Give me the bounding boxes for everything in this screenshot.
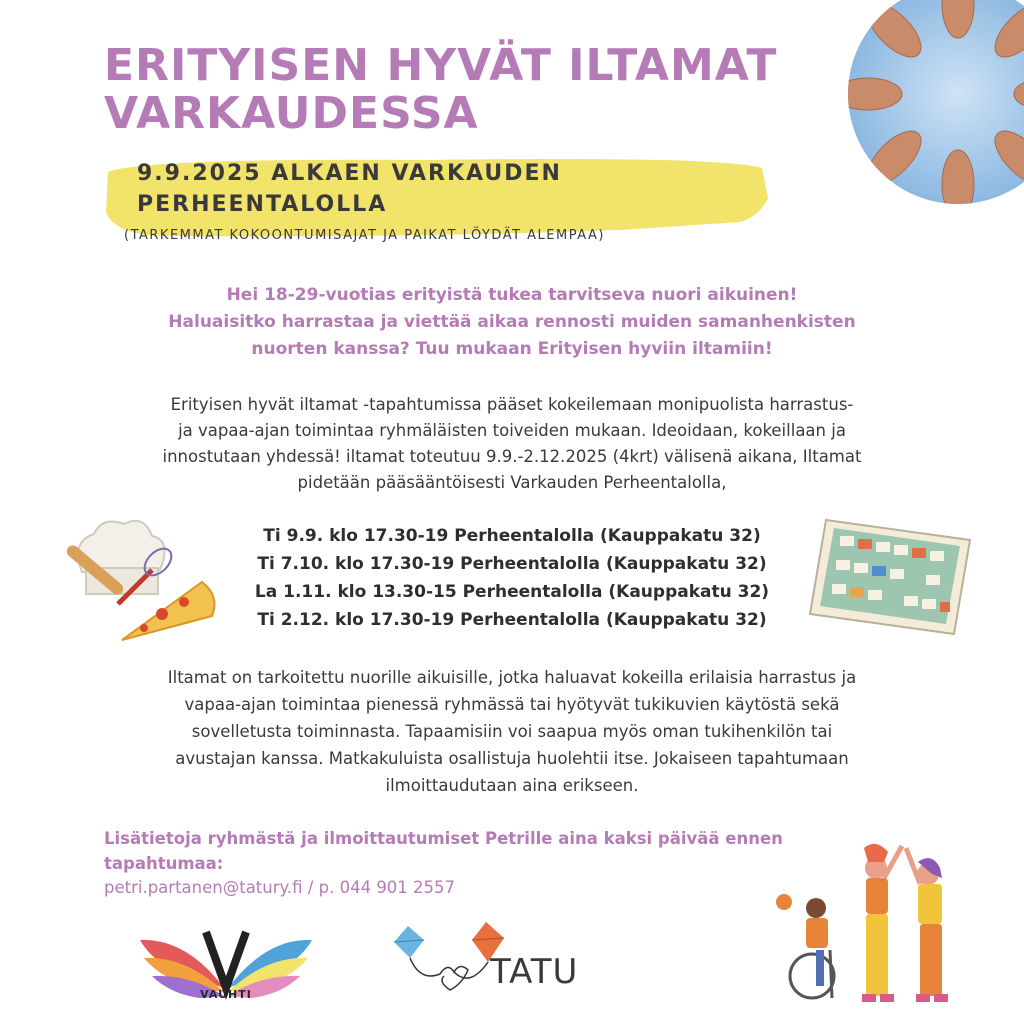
date-subtitle — [137, 158, 737, 220]
tatu-logo-text: TATU — [490, 952, 579, 992]
intro-line: Hei 18-29-vuotias erityistä tukea tarvitseva nuori aikuinen! — [226, 285, 798, 305]
schedule-item: La 1.11. klo 13.30-15 Perheentalolla (Kauppakatu 32) — [254, 582, 770, 602]
schedule-item: Ti 9.9. klo 17.30-19 Perheentalolla (Kauppakatu 32) — [263, 526, 761, 546]
hands-circle-photo — [848, 0, 1024, 204]
paragraph-line: sovelletusta toiminnasta. Tapaamisiin voi saapua myös oman tukihenkilön tai — [191, 722, 833, 741]
paragraph-line: Erityisen hyvät iltamat -tapahtumissa pääset kokeilemaan monipuolista harrastus- — [170, 395, 854, 414]
title-line-2: VARKAUDESSA — [104, 88, 479, 139]
schedule-list — [232, 522, 792, 634]
paragraph-line: avustajan kanssa. Matkakuluista osallistuja huolehtii itse. Jokaiseen tapahtumaan — [175, 749, 849, 768]
intro-line: Haluaisitko harrastaa ja viettää aikaa rennosti muiden samanhenkisten — [168, 312, 856, 332]
contact-heading — [104, 826, 864, 876]
paragraph-line: pidetään pääsääntöisesti Varkauden Perheentalolla, — [297, 473, 727, 492]
vauhti-logo-text: VAUHTI — [200, 988, 252, 1001]
description-paragraph — [110, 392, 914, 496]
contact-heading-line: tapahtumaa: — [104, 854, 224, 873]
schedule-item: Ti 2.12. klo 17.30-19 Perheentalolla (Kauppakatu 32) — [257, 610, 767, 630]
paragraph-line: ja vapaa-ajan toimintaa ryhmäläisten toiveiden mukaan. Ideoidaan, kokeillaan ja — [178, 421, 846, 440]
paragraph-line: Iltamat on tarkoitettu nuorille aikuisille, jotka haluavat kokeilla erilaisia harrastus ja — [167, 668, 857, 687]
vauhti-wings-logo — [136, 918, 316, 1018]
intro-line: nuorten kanssa? Tuu mukaan Erityisen hyviin iltamiin! — [251, 339, 773, 359]
paragraph-line: ilmoittaudutaan aina erikseen. — [385, 776, 639, 795]
schedule-item: Ti 7.10. klo 17.30-19 Perheentalolla (Kauppakatu 32) — [257, 554, 767, 574]
friends-high-five-illustration — [772, 838, 982, 1018]
paragraph-line: innostutaan yhdessä! iltamat toteutuu 9.9.-2.12.2025 (4krt) välisenä aikana, Iltamat — [162, 447, 862, 466]
title-line-1: ERITYISEN HYVÄT ILTAMAT — [104, 40, 778, 91]
subtitle-line-2: PERHEENTALOLLA — [137, 192, 388, 217]
subtitle-note: (TARKEMMAT KOKOONTUMISAJAT JA PAIKAT LÖYDÄT ALEMPAA) — [124, 228, 605, 243]
page-title — [104, 42, 804, 138]
contact-email-phone[interactable]: petri.partanen@tatury.fi / p. 044 901 2557 — [104, 878, 456, 897]
paragraph-line: vapaa-ajan toimintaa pienessä ryhmässä tai hyötyvät tukikuvien käytöstä sekä — [184, 695, 840, 714]
board-game-icon — [806, 516, 972, 636]
cooking-icon — [52, 512, 222, 647]
target-group-paragraph — [104, 664, 920, 799]
contact-heading-line: Lisätietoja ryhmästä ja ilmoittautumiset Petrille aina kaksi päivää ennen — [104, 829, 783, 848]
intro-text — [120, 282, 904, 363]
subtitle-line-1: 9.9.2025 ALKAEN VARKAUDEN — [137, 161, 562, 186]
